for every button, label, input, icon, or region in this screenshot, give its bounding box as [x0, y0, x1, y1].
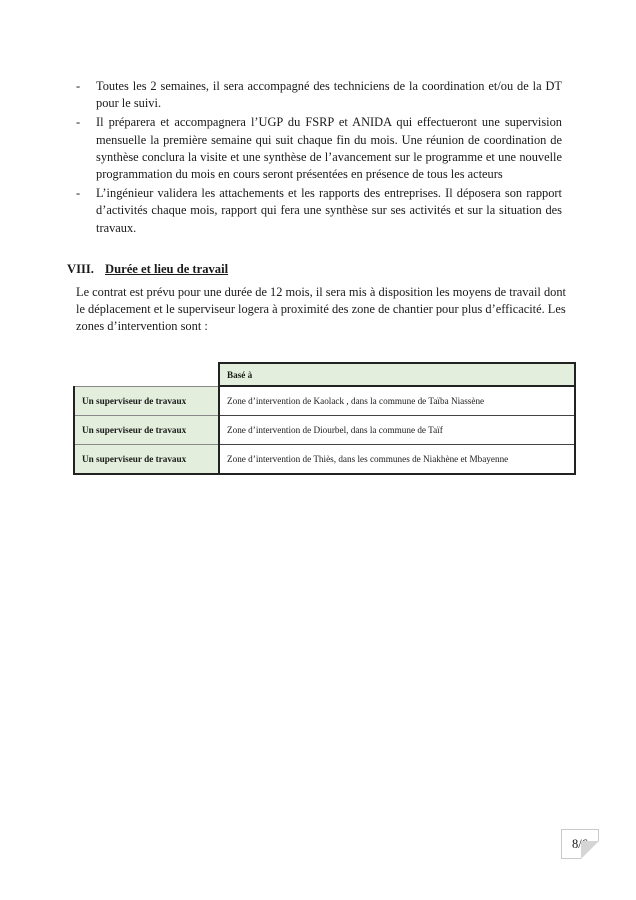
bullet-item [76, 114, 562, 183]
empty-corner-cell [74, 363, 219, 386]
bullet-text: Toutes les 2 semaines, il sera accompagné des techniciens de la coordination et/ou de la DT pour le suivi. [96, 79, 562, 111]
bullet-item [76, 185, 562, 237]
row-value: Zone d’intervention de Thiès, dans les communes de Niakhène et Mbayenne [219, 445, 575, 475]
bullet-item [76, 78, 562, 112]
bullet-text: Il préparera et accompagnera l’UGP du FSRP et ANIDA qui effectueront une supervision mensuelle la première semaine qui suit chaque fin du mois. Une réunion de coordination de synthèse conclura la visite et une synthèse de l’avancement sur le programme et une nouvelle programmation du mois en cours seront présentées en présence de tous les acteurs [96, 115, 562, 182]
page-number: 8/6 [572, 837, 588, 851]
section-number: VIII. [67, 262, 94, 276]
table-row [74, 445, 575, 475]
row-label: Un superviseur de travaux [74, 445, 219, 475]
bullet-list [76, 78, 562, 239]
zones-table [73, 362, 576, 475]
bullet-dash: - [76, 186, 81, 201]
page-curl-icon [581, 841, 599, 859]
page-number-box [561, 829, 599, 859]
table-header-based-at: Basé à [219, 363, 575, 386]
table-header-row [74, 363, 575, 386]
row-value: Zone d’intervention de Kaolack , dans la commune de Taïba Niassène [219, 386, 575, 416]
row-label: Un superviseur de travaux [74, 416, 219, 445]
bullet-text: L’ingénieur validera les attachements et les rapports des entreprises. Il déposera son rapport d’activités chaque mois, rapport qui fera une synthèse sur ses activités et sur la situation des travaux. [96, 186, 562, 235]
row-value: Zone d’intervention de Diourbel, dans la commune de Taïf [219, 416, 575, 445]
section-title: Durée et lieu de travail [105, 262, 229, 276]
section-paragraph: Le contrat est prévu pour une durée de 12 mois, il sera mis à disposition les moyens de travail dont le déplacement et le superviseur logera à proximité des zone de chantier pour plus d’efficacité. Les zones d’intervention sont : [76, 285, 567, 334]
table-row [74, 386, 575, 416]
section-heading [67, 262, 228, 277]
table-row [74, 416, 575, 445]
bullet-dash: - [76, 115, 81, 130]
row-label: Un superviseur de travaux [74, 386, 219, 416]
bullet-dash: - [76, 79, 81, 93]
